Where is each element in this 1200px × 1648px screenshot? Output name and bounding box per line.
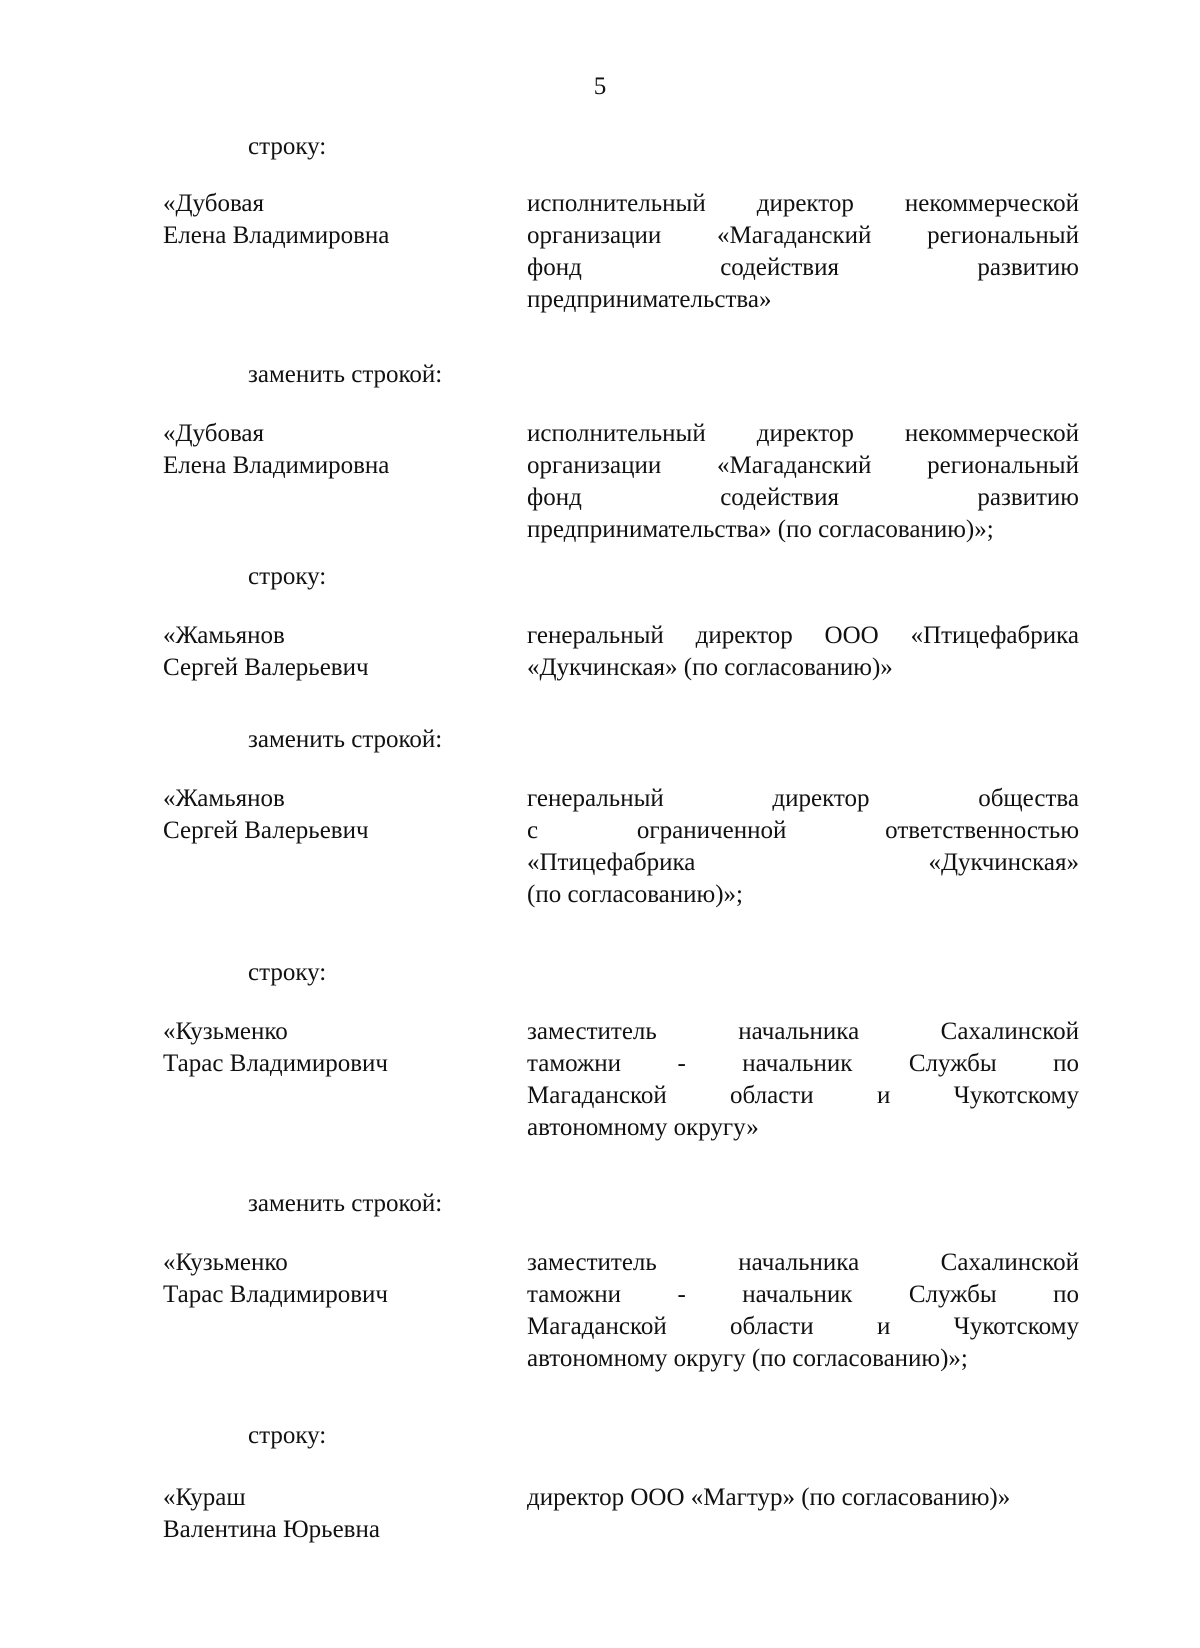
- position-word: фонд: [527, 484, 582, 511]
- name-line: Елена Владимировна: [163, 452, 390, 479]
- position-word: Службы: [908, 1281, 997, 1308]
- position-line: (по согласованию)»;: [527, 881, 743, 908]
- position-word: по: [1053, 1050, 1079, 1077]
- position-line: директор ООО «Магтур» (по согласованию)»: [527, 1484, 1011, 1511]
- position-line: [527, 1016, 1079, 1048]
- position-word: организации: [527, 452, 662, 479]
- position-word: Магаданской: [527, 1082, 667, 1109]
- position-word: директор: [695, 622, 793, 649]
- person-name: [163, 1016, 493, 1080]
- position-word: ответственностью: [885, 817, 1079, 844]
- person-name: [163, 418, 493, 482]
- position-line: [527, 252, 1079, 284]
- position-title: [527, 620, 1079, 684]
- position-line: [527, 847, 1079, 879]
- position-line: [527, 482, 1079, 514]
- position-word: Магаданской: [527, 1313, 667, 1340]
- position-line: [527, 620, 1079, 652]
- position-word: области: [730, 1313, 814, 1340]
- directive-label: заменить строкой:: [248, 726, 443, 753]
- position-title: [527, 1247, 1079, 1375]
- directive-label: заменить строкой:: [248, 1190, 443, 1217]
- position-word: начальника: [738, 1018, 860, 1045]
- name-line: Сергей Валерьевич: [163, 817, 369, 844]
- name-line: Валентина Юрьевна: [163, 1516, 380, 1543]
- position-line: [527, 418, 1079, 450]
- position-word: -: [677, 1281, 686, 1308]
- position-word: «Дукчинская»: [928, 849, 1079, 876]
- directive-label: строку:: [248, 959, 327, 986]
- position-line: автономному округу»: [527, 1114, 759, 1141]
- position-word: исполнительный: [527, 190, 706, 217]
- position-line: [527, 815, 1079, 847]
- position-word: начальник: [742, 1281, 853, 1308]
- position-word: генеральный: [527, 785, 664, 812]
- position-title: [527, 188, 1079, 316]
- position-word: Чукотскому: [953, 1082, 1079, 1109]
- position-word: содействия: [720, 484, 839, 511]
- position-word: ограниченной: [636, 817, 787, 844]
- directive-label: строку:: [248, 1422, 327, 1449]
- person-name: [163, 1247, 493, 1311]
- name-line: Тарас Владимирович: [163, 1281, 388, 1308]
- person-name: [163, 1482, 493, 1546]
- position-line: [527, 1311, 1079, 1343]
- position-word: «Птицефабрика: [910, 622, 1079, 649]
- position-word: и: [876, 1313, 891, 1340]
- position-word: -: [677, 1050, 686, 1077]
- position-word: генеральный: [527, 622, 664, 649]
- position-word: по: [1053, 1281, 1079, 1308]
- position-word: Службы: [908, 1050, 997, 1077]
- position-line: [527, 1080, 1079, 1112]
- name-line: «Кузьменко: [163, 1018, 288, 1045]
- position-word: некоммерческой: [904, 190, 1079, 217]
- position-word: развитию: [977, 254, 1079, 281]
- person-name: [163, 188, 493, 252]
- position-word: и: [876, 1082, 891, 1109]
- position-word: директор: [772, 785, 870, 812]
- position-title: [527, 1016, 1079, 1144]
- position-line: автономному округу (по согласованию)»;: [527, 1345, 968, 1372]
- position-line: [527, 1048, 1079, 1080]
- name-line: «Кураш: [163, 1484, 246, 1511]
- person-name: [163, 620, 493, 684]
- name-line: Тарас Владимирович: [163, 1050, 388, 1077]
- person-name: [163, 783, 493, 847]
- position-word: начальник: [742, 1050, 853, 1077]
- position-word: «Магаданский: [716, 222, 872, 249]
- position-word: региональный: [927, 222, 1079, 249]
- position-word: некоммерческой: [904, 420, 1079, 447]
- position-word: общества: [978, 785, 1079, 812]
- position-word: заместитель: [527, 1018, 657, 1045]
- directive-label: заменить строкой:: [248, 361, 443, 388]
- position-word: начальника: [738, 1249, 860, 1276]
- name-line: «Кузьменко: [163, 1249, 288, 1276]
- position-word: фонд: [527, 254, 582, 281]
- name-line: «Дубовая: [163, 190, 265, 217]
- name-line: Елена Владимировна: [163, 222, 390, 249]
- position-title: [527, 783, 1079, 911]
- position-line: предпринимательства» (по согласованию)»;: [527, 516, 994, 543]
- name-line: «Жамьянов: [163, 622, 285, 649]
- position-line: предпринимательства»: [527, 286, 772, 313]
- position-word: таможни: [527, 1281, 622, 1308]
- position-word: организации: [527, 222, 662, 249]
- name-line: Сергей Валерьевич: [163, 654, 369, 681]
- position-line: [527, 783, 1079, 815]
- position-title: [527, 1482, 1079, 1514]
- position-word: Сахалинской: [940, 1249, 1079, 1276]
- position-line: [527, 450, 1079, 482]
- position-word: содействия: [720, 254, 839, 281]
- name-line: «Жамьянов: [163, 785, 285, 812]
- position-word: ООО: [824, 622, 879, 649]
- position-word: развитию: [977, 484, 1079, 511]
- position-line: [527, 188, 1079, 220]
- directive-label: строку:: [248, 133, 327, 160]
- position-line: [527, 220, 1079, 252]
- page-number: 5: [593, 73, 607, 100]
- position-line: «Дукчинская» (по согласованию)»: [527, 654, 893, 681]
- position-word: директор: [756, 190, 854, 217]
- position-word: Чукотскому: [953, 1313, 1079, 1340]
- directive-label: строку:: [248, 563, 327, 590]
- position-title: [527, 418, 1079, 546]
- position-line: [527, 1247, 1079, 1279]
- position-word: «Птицефабрика: [527, 849, 696, 876]
- position-word: заместитель: [527, 1249, 657, 1276]
- position-word: Сахалинской: [940, 1018, 1079, 1045]
- position-word: области: [730, 1082, 814, 1109]
- position-word: таможни: [527, 1050, 622, 1077]
- position-word: с: [527, 817, 539, 844]
- position-word: региональный: [927, 452, 1079, 479]
- position-word: «Магаданский: [716, 452, 872, 479]
- position-word: исполнительный: [527, 420, 706, 447]
- name-line: «Дубовая: [163, 420, 265, 447]
- position-word: директор: [756, 420, 854, 447]
- position-line: [527, 1279, 1079, 1311]
